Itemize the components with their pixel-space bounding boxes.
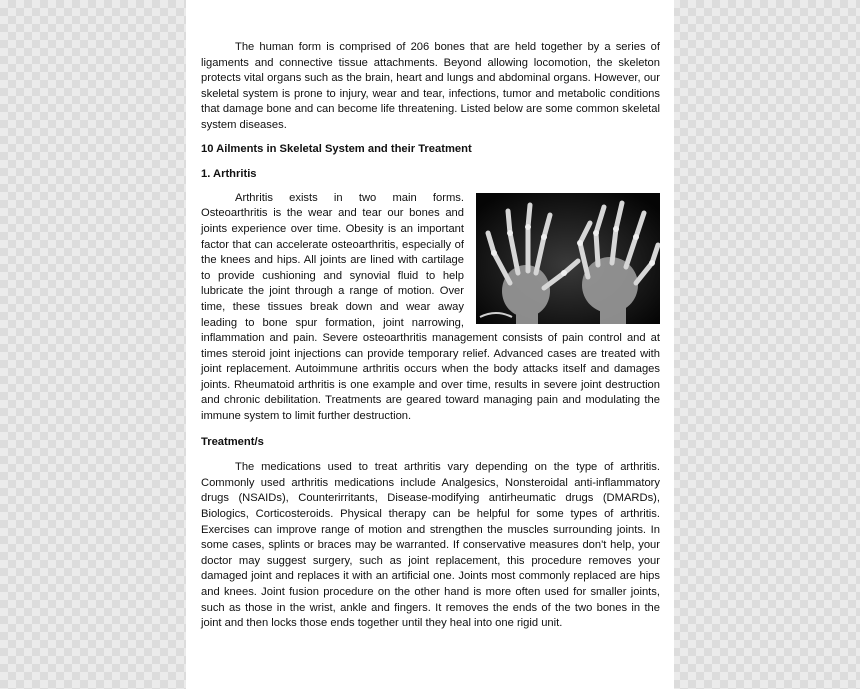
document-page [186,0,674,689]
section-title: 10 Ailments in Skeletal System and their Treatment [201,142,472,155]
treatment-heading: Treatment/s [201,435,264,448]
treatment-paragraph: The medications used to treat arthritis vary depending on the type of arthritis. Commonly used arthritis medications include Analgesics, Nonsteroidal anti-inflammatory drugs (NSAIDs), Counterirritants, Disease-modifying antirheumatic drugs (DMARDs), Biologics, Corticosteroids. Physical therapy can be helpful for some types of arthritis. Exercises can improve range of motion and strengthen the muscles surrounding joints. In some cases, splints or braces may be warranted. If conservative measures don't help, your doctor may suggest surgery, such as joint replacement, this procedure removes your damaged joint and replaces it with an artificial one. Joints most commonly replaced are hips and knees. Joint fusion procedure on the other hand is more often used for smaller joints, such as those in the wrist, ankle and fingers. It removes the ends of the two bones in the joint and then locks those ends together until they heal into one rigid unit. [201,461,660,630]
arthritis-paragraph: Arthritis exists in two main forms. Osteoarthritis is the wear and tear our bones and joints experience over time. Obesity is an important factor that can accelerate osteoarthritis, especially of the knees and hips. All joints are lined with cartilage to provide cushioning and synovial fluid to help lubricate the joint through a range of motion. Over time, these tissues break down and wear away leading to bone spur formation, joint narrowing, inflammation and pain. Severe osteoarthritis management consists of pain control and at times steroid joint injections can provide temporary relief. Advanced cases are treated with joint replacement. Autoimmune arthritis occurs when the body attacks itself and damages joints. Rheumatoid arthritis is one example and over time, results in severe joint destruction and chronic debilitation. Treatments are geared toward managing pain and modulating the immune system to limit further destruction. [201,191,660,423]
intro-paragraph: The human form is comprised of 206 bones that are held together by a series of ligaments and connective tissue attachments. Beyond allowing locomotion, the skeleton protects vital organs such as the brain, heart and lungs and abdominal organs. However, our skeletal system is prone to injury, wear and tear, infections, tumor and metabolic conditions that damage bone and can become life threatening. Listed below are some common skeletal system diseases. [201,41,660,131]
document-content [201,40,660,632]
arthritis-heading: 1. Arthritis [201,168,257,181]
hands-xray-image [476,193,660,324]
xray-graphic [476,193,660,324]
